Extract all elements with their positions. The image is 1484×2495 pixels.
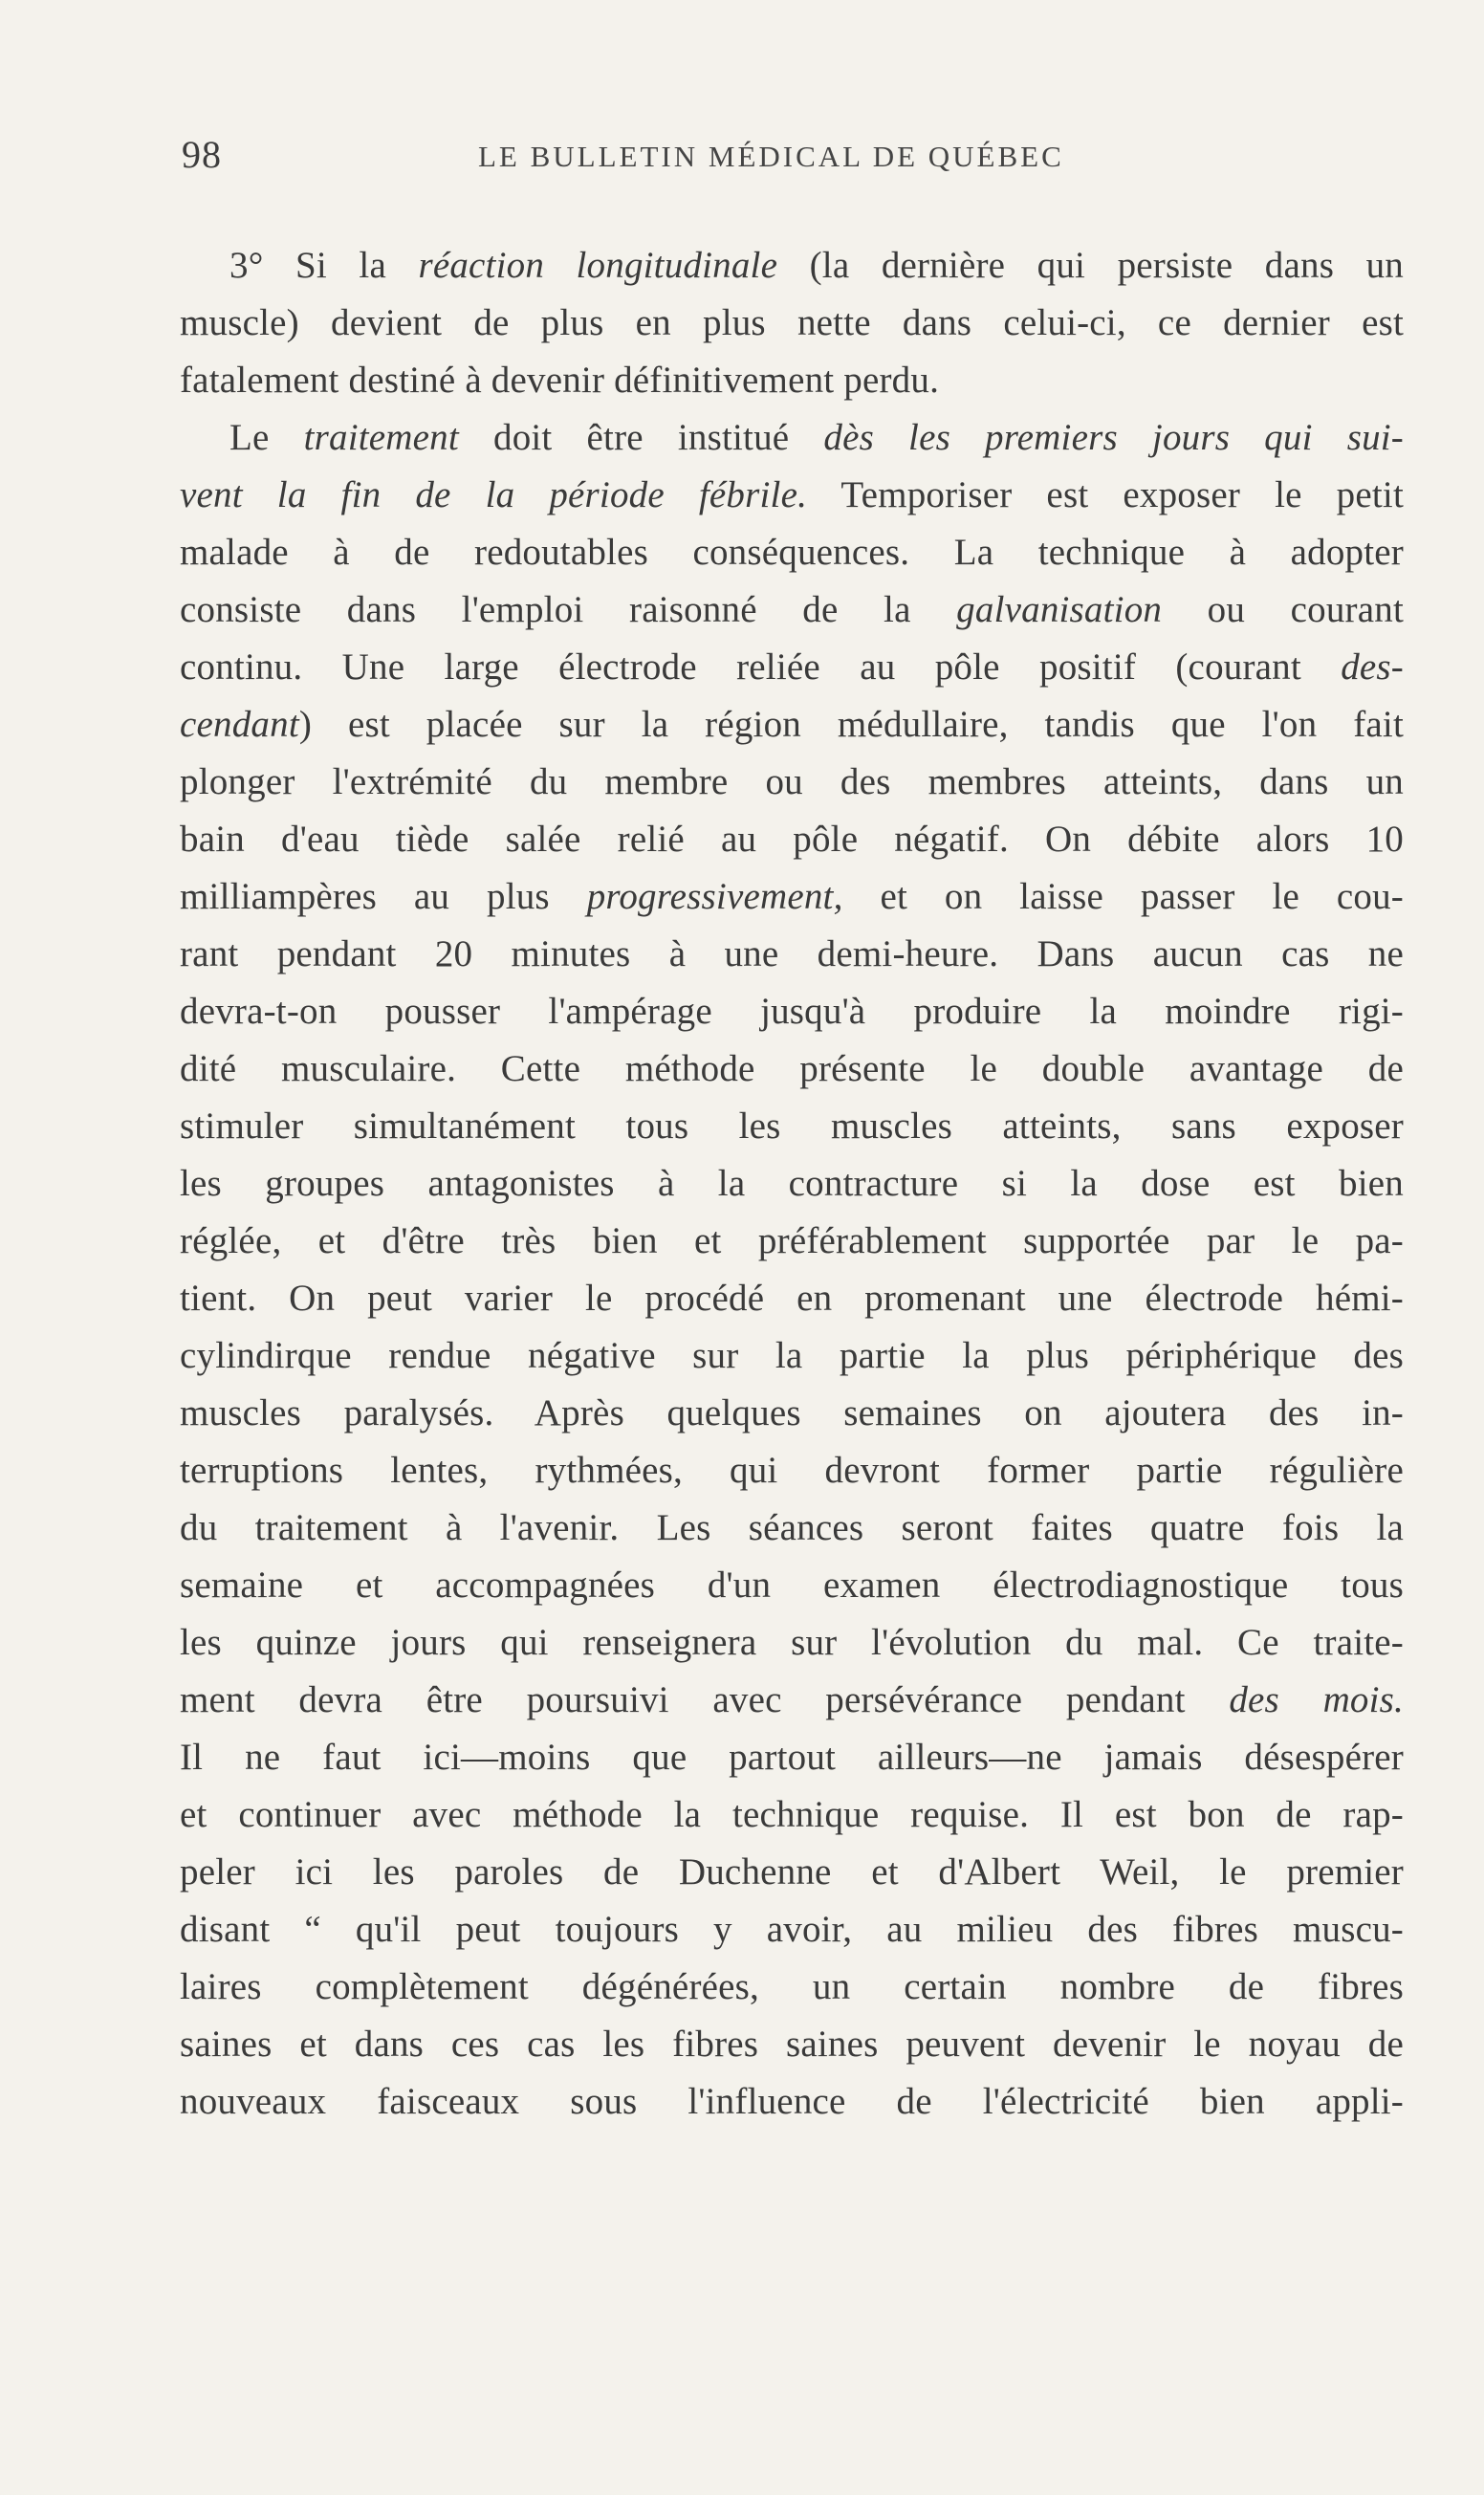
text-line: les groupes antagonistes à la contracture si la dose est bien: [180, 1163, 1404, 1204]
text-line: semaine et accompagnées d'un examen électrodiagnostique tous: [180, 1565, 1404, 1606]
text-line: vent la fin de la période fébrile. Temporiser est exposer le petit: [180, 474, 1404, 515]
text-line: muscle) devient de plus en plus nette dans celui-ci, ce dernier est: [180, 302, 1404, 343]
text-line: fatalement destiné à devenir définitivement perdu.: [180, 360, 940, 401]
text-line: cendant) est placée sur la région médullaire, tandis que l'on fait: [180, 704, 1404, 745]
text-line: les quinze jours qui renseignera sur l'évolution du mal. Ce traite-: [180, 1622, 1404, 1663]
text-line: saines et dans ces cas les fibres saines peuvent devenir le noyau de: [180, 2024, 1404, 2065]
text-line: continu. Une large électrode reliée au pôle positif (courant des-: [180, 646, 1404, 688]
text-line: muscles paralysés. Après quelques semaines on ajoutera des in-: [180, 1392, 1404, 1434]
text-line: 3° Si la réaction longitudinale (la dernière qui persiste dans un: [229, 245, 1404, 286]
text-line: consiste dans l'emploi raisonné de la galvanisation ou courant: [180, 589, 1404, 630]
text-line: réglée, et d'être très bien et préférablement supportée par le pa-: [180, 1220, 1404, 1261]
page-header: [182, 132, 1410, 189]
text-line: laires complètement dégénérées, un certain nombre de fibres: [180, 1966, 1404, 2007]
text-line: Il ne faut ici—moins que partout ailleurs—ne jamais désespérer: [180, 1737, 1404, 1778]
text-line: nouveaux faisceaux sous l'influence de l'électricité bien appli-: [180, 2081, 1404, 2122]
body-text: [180, 237, 1404, 2131]
text-line: bain d'eau tiède salée relié au pôle négatif. On débite alors 10: [180, 819, 1404, 860]
text-line: stimuler simultanément tous les muscles atteints, sans exposer: [180, 1105, 1404, 1147]
text-line: malade à de redoutables conséquences. La technique à adopter: [180, 532, 1404, 573]
text-line: cylindirque rendue négative sur la partie la plus périphérique des: [180, 1335, 1404, 1376]
text-line: disant “ qu'il peut toujours y avoir, au milieu des fibres muscu-: [180, 1909, 1404, 1950]
text-line: terruptions lentes, rythmées, qui devront former partie régulière: [180, 1450, 1404, 1491]
text-line: rant pendant 20 minutes à une demi-heure. Dans aucun cas ne: [180, 933, 1404, 974]
text-line: plonger l'extrémité du membre ou des membres atteints, dans un: [180, 761, 1404, 802]
text-line: tient. On peut varier le procédé en promenant une électrode hémi-: [180, 1278, 1404, 1319]
text-line: ment devra être poursuivi avec persévérance pendant des mois.: [180, 1679, 1404, 1720]
running-head: LE BULLETIN MÉDICAL DE QUÉBEC: [478, 140, 1064, 173]
text-line: dité musculaire. Cette méthode présente le double avantage de: [180, 1048, 1404, 1089]
text-line: Le traitement doit être institué dès les premiers jours qui sui-: [229, 417, 1404, 458]
text-line: peler ici les paroles de Duchenne et d'Albert Weil, le premier: [180, 1851, 1404, 1893]
text-line: milliampères au plus progressivement, et on laisse passer le cou-: [180, 876, 1404, 917]
text-line: devra-t-on pousser l'ampérage jusqu'à produire la moindre rigi-: [180, 991, 1404, 1032]
page-number: 98: [182, 133, 222, 176]
text-line: et continuer avec méthode la technique requise. Il est bon de rap-: [180, 1794, 1404, 1835]
text-line: du traitement à l'avenir. Les séances seront faites quatre fois la: [180, 1507, 1404, 1548]
